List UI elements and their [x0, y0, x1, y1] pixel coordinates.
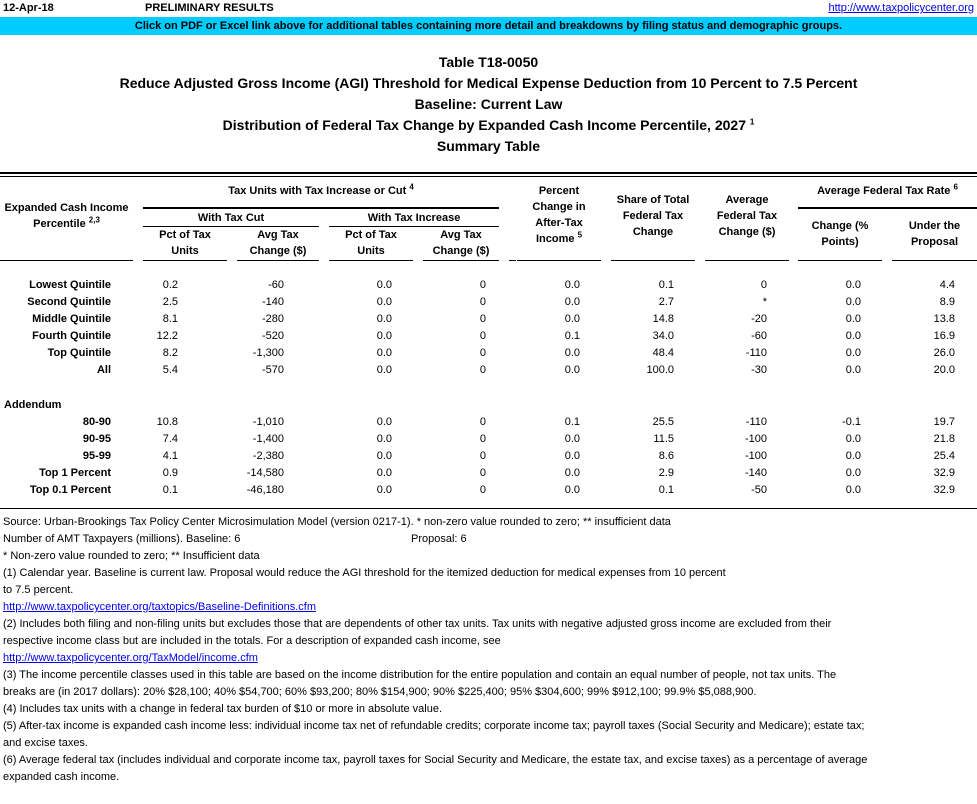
amt-note: Number of AMT Taxpayers (millions). Baseline: 6 Proposal: 6 [3, 533, 467, 545]
cell-share: 11.5 [653, 433, 674, 445]
cell-rate-under: 32.9 [933, 467, 955, 479]
cell-rate-change: 0.0 [845, 347, 861, 359]
cell-avg-fed: -110 [745, 416, 767, 428]
cell-rate-change: 0.0 [845, 450, 861, 462]
bottom-rule [0, 508, 977, 509]
cell-cut-avg: -570 [261, 364, 284, 376]
cell-rate-change: 0.0 [845, 467, 861, 479]
info-banner: Click on PDF or Excel link above for additional tables containing more detail and breakdowns by filing status and demographic groups. [0, 17, 977, 35]
cell-cut-pct: 0.2 [162, 279, 178, 291]
top-rule-2 [0, 176, 977, 177]
cell-share: 34.0 [652, 330, 674, 342]
note-4: (4) Includes tax units with a change in federal tax burden of $10 or more in absolute value. [3, 703, 443, 715]
cell-inc-pct: 0.0 [376, 296, 392, 308]
table-row [0, 465, 977, 482]
row-label: Fourth Quintile [32, 330, 111, 342]
cell-after-tax: 0.0 [564, 347, 580, 359]
cell-rate-change: 0.0 [845, 364, 861, 376]
cell-rate-change: -0.1 [842, 416, 861, 428]
cell-avg-fed: * [762, 296, 767, 308]
cell-inc-pct: 0.0 [376, 313, 392, 325]
row-label: 80-90 [82, 416, 111, 428]
cell-share: 2.7 [658, 296, 674, 308]
row-label: Top 1 Percent [39, 467, 111, 479]
row-label: Second Quintile [27, 296, 111, 308]
cell-cut-pct: 0.1 [162, 484, 178, 496]
cell-cut-avg: -280 [261, 313, 284, 325]
cell-inc-avg: 0 [479, 364, 486, 376]
summary-label: Summary Table [436, 138, 541, 154]
cell-cut-pct: 2.5 [162, 296, 178, 308]
cell-inc-pct: 0.0 [376, 330, 392, 342]
cell-cut-pct: 5.4 [162, 364, 178, 376]
cell-after-tax: 0.0 [564, 450, 580, 462]
cell-rate-change: 0.0 [845, 279, 861, 291]
cell-avg-fed: -50 [751, 484, 767, 496]
addendum-label: Addendum [4, 399, 62, 411]
cell-cut-avg: -14,580 [246, 467, 284, 479]
cell-avg-fed: 0 [760, 279, 767, 291]
col-group-with-increase: With Tax Increase [367, 212, 461, 224]
col-header-rate-under: Under the Proposal [908, 220, 961, 248]
cell-rate-change: 0.0 [845, 296, 861, 308]
row-label: Lowest Quintile [29, 279, 111, 291]
cell-after-tax: 0.0 [564, 296, 580, 308]
table-id: Table T18-0050 [438, 54, 539, 70]
cell-inc-avg: 0 [479, 296, 486, 308]
col-group-with-cut: With Tax Cut [197, 212, 265, 224]
cell-inc-pct: 0.0 [376, 416, 392, 428]
tpc-link[interactable]: http://www.taxpolicycenter.org [828, 2, 974, 14]
row-label: Top Quintile [47, 347, 111, 359]
baseline-definitions-link[interactable]: http://www.taxpolicycenter.org/taxtopics/Baseline-Definitions.cfm [3, 601, 317, 613]
table-subtitle: Distribution of Federal Tax Change by Expanded Cash Income Percentile, 2027 $^1$ [222, 117, 755, 133]
cell-inc-pct: 0.0 [376, 364, 392, 376]
cell-after-tax: 0.1 [564, 330, 580, 342]
col-header-cut-avg: Avg Tax Change ($) [249, 229, 307, 257]
note-5: (5) After-tax income is expanded cash income less: individual income tax net of refundable credits; corporate income tax; payroll taxes (Social Security and Medicare); estate tax; [3, 720, 865, 732]
col-header-inc-pct: Pct of Tax Units [345, 229, 397, 257]
table-row [0, 414, 977, 431]
report-date: 12-Apr-18 [3, 2, 54, 14]
cell-share: 2.9 [658, 467, 674, 479]
cell-avg-fed: -100 [744, 433, 767, 445]
table-row [0, 277, 977, 294]
table-row [0, 345, 977, 362]
col-header-share: Share of Total Federal Tax Change [616, 194, 690, 238]
cell-inc-avg: 0 [479, 484, 486, 496]
cell-rate-under: 26.0 [933, 347, 955, 359]
cell-avg-fed: -100 [744, 450, 767, 462]
income-definition-link[interactable]: http://www.taxpolicycenter.org/TaxModel/income.cfm [3, 652, 258, 664]
cell-rate-under: 21.8 [933, 433, 955, 445]
cell-rate-under: 20.0 [933, 364, 955, 376]
cell-avg-fed: -140 [744, 467, 767, 479]
cell-inc-avg: 0 [479, 433, 486, 445]
col-header-avg-fed: Average Federal Tax Change ($) [716, 194, 778, 238]
nonzero-note: * Non-zero value rounded to zero; ** Insufficient data [3, 550, 260, 562]
col-header-cut-pct: Pct of Tax Units [159, 229, 211, 257]
cell-inc-avg: 0 [479, 347, 486, 359]
row-label: 90-95 [82, 433, 111, 445]
cell-rate-under: 8.9 [939, 296, 955, 308]
cell-inc-avg: 0 [479, 313, 486, 325]
note-1-cont: to 7.5 percent. [3, 584, 74, 596]
cell-avg-fed: -30 [751, 364, 767, 376]
table-row [0, 431, 977, 448]
rate-rule [798, 207, 977, 209]
table-row [0, 482, 977, 499]
cell-inc-avg: 0 [479, 279, 486, 291]
table-row [0, 328, 977, 345]
table-row [0, 362, 977, 379]
table-titles [0, 52, 977, 157]
table-title: Reduce Adjusted Gross Income (AGI) Threshold for Medical Expense Deduction from 10 Percent to 7.5 Percent [119, 75, 858, 91]
cell-avg-fed: -110 [745, 347, 767, 359]
cell-rate-change: 0.0 [845, 313, 861, 325]
cell-inc-avg: 0 [479, 330, 486, 342]
note-3-cont: breaks are (in 2017 dollars): 20% $28,100; 40% $54,700; 60% $93,200; 80% $154,900; 90% $225,400; 95% $304,600; 99% $912,100; 99.9% $5,088,900. [3, 686, 757, 698]
cell-inc-pct: 0.0 [376, 484, 392, 496]
col-header-inc-avg: Avg Tax Change ($) [432, 229, 490, 257]
cell-rate-change: 0.0 [845, 330, 861, 342]
cell-after-tax: 0.0 [564, 279, 580, 291]
table-row [0, 294, 977, 311]
cell-share: 48.4 [652, 347, 674, 359]
note-1: (1) Calendar year. Baseline is current law. Proposal would reduce the AGI threshold for the itemized deduction for medical expenses from 10 percent [3, 567, 726, 579]
cell-share: 0.1 [658, 484, 674, 496]
col-header-after-tax: Percent Change in After-Tax Income $^5$ [532, 185, 586, 245]
cell-after-tax: 0.0 [564, 467, 580, 479]
cell-rate-under: 19.7 [933, 416, 955, 428]
row-label: Middle Quintile [32, 313, 111, 325]
note-6: (6) Average federal tax (includes individual and corporate income tax, payroll taxes for Social Security and Medicare, the estate tax, and excise taxes) as a percentage of average [3, 754, 868, 766]
cell-cut-pct: 4.1 [162, 450, 178, 462]
cell-rate-under: 25.4 [933, 450, 955, 462]
note-2: (2) Includes both filing and non-filing units but excludes those that are dependents of other tax units. Tax units with negative adjusted gross income are excluded from their [3, 618, 832, 630]
top-rule [0, 172, 977, 174]
cell-share: 0.1 [658, 279, 674, 291]
cell-cut-pct: 0.9 [162, 467, 178, 479]
top-bar [0, 0, 977, 16]
cell-rate-under: 32.9 [933, 484, 955, 496]
cell-avg-fed: -60 [751, 330, 767, 342]
note-2-cont: respective income class but are included in the totals. For a description of expanded cash income, see [3, 635, 501, 647]
cell-cut-avg: -1,400 [252, 433, 284, 445]
cell-after-tax: 0.0 [564, 433, 580, 445]
col-group-rate: Average Federal Tax Rate $^6$ [817, 182, 958, 197]
row-label: Top 0.1 Percent [29, 484, 111, 496]
cell-after-tax: 0.1 [564, 416, 580, 428]
source-note: Source: Urban-Brookings Tax Policy Center Microsimulation Model (version 0217-1). * non-zero value rounded to zero; ** insufficient data [3, 516, 671, 528]
col-header-rate-change: Change (% Points) [811, 220, 869, 248]
cell-share: 8.6 [658, 450, 674, 462]
note-3: (3) The income percentile classes used in this table are based on the income distribution for the entire population and contain an equal number of people, not tax units. The [3, 669, 837, 681]
baseline-label: Baseline: Current Law [414, 96, 563, 112]
cell-cut-avg: -1,300 [252, 347, 284, 359]
cell-cut-avg: -46,180 [246, 484, 284, 496]
cell-inc-pct: 0.0 [376, 467, 392, 479]
addendum-row [0, 397, 977, 414]
cell-cut-pct: 8.2 [162, 347, 178, 359]
cell-after-tax: 0.0 [564, 364, 580, 376]
cell-rate-under: 16.9 [933, 330, 955, 342]
cell-inc-pct: 0.0 [376, 450, 392, 462]
cell-cut-avg: -140 [261, 296, 284, 308]
cell-cut-pct: 10.8 [156, 416, 178, 428]
row-label: 95-99 [82, 450, 111, 462]
table-row [0, 448, 977, 465]
row-label: All [96, 364, 111, 376]
note-5-cont: and excise taxes. [3, 737, 88, 749]
cell-cut-pct: 12.2 [156, 330, 178, 342]
cell-cut-pct: 7.4 [162, 433, 178, 445]
cell-after-tax: 0.0 [564, 484, 580, 496]
footnotes [3, 514, 973, 786]
cell-after-tax: 0.0 [564, 313, 580, 325]
cell-cut-avg: -520 [261, 330, 284, 342]
cell-rate-change: 0.0 [845, 433, 861, 445]
table-row [0, 311, 977, 328]
cell-rate-change: 0.0 [845, 484, 861, 496]
cell-cut-avg: -2,380 [252, 450, 284, 462]
preliminary-label: PRELIMINARY RESULTS [145, 2, 274, 14]
cell-inc-avg: 0 [479, 416, 486, 428]
cell-inc-pct: 0.0 [376, 433, 392, 445]
cell-inc-avg: 0 [479, 450, 486, 462]
cell-cut-avg: -1,010 [252, 416, 284, 428]
col-header-percentile: Expanded Cash Income Percentile $^{2,3}$ [4, 202, 129, 230]
cell-avg-fed: -20 [751, 313, 767, 325]
cell-rate-under: 13.8 [933, 313, 955, 325]
cell-inc-avg: 0 [479, 467, 486, 479]
note-6-cont: expanded cash income. [3, 771, 120, 783]
cell-cut-avg: -60 [268, 279, 284, 291]
cell-share: 25.5 [652, 416, 674, 428]
cell-inc-pct: 0.0 [376, 279, 392, 291]
cell-share: 100.0 [646, 364, 674, 376]
cell-cut-pct: 8.1 [162, 313, 178, 325]
cell-share: 14.8 [652, 313, 674, 325]
cell-inc-pct: 0.0 [376, 347, 392, 359]
cell-rate-under: 4.4 [939, 279, 955, 291]
col-group-tax-units: Tax Units with Tax Increase or Cut $^4$ [228, 182, 414, 197]
group-rule [143, 207, 499, 209]
